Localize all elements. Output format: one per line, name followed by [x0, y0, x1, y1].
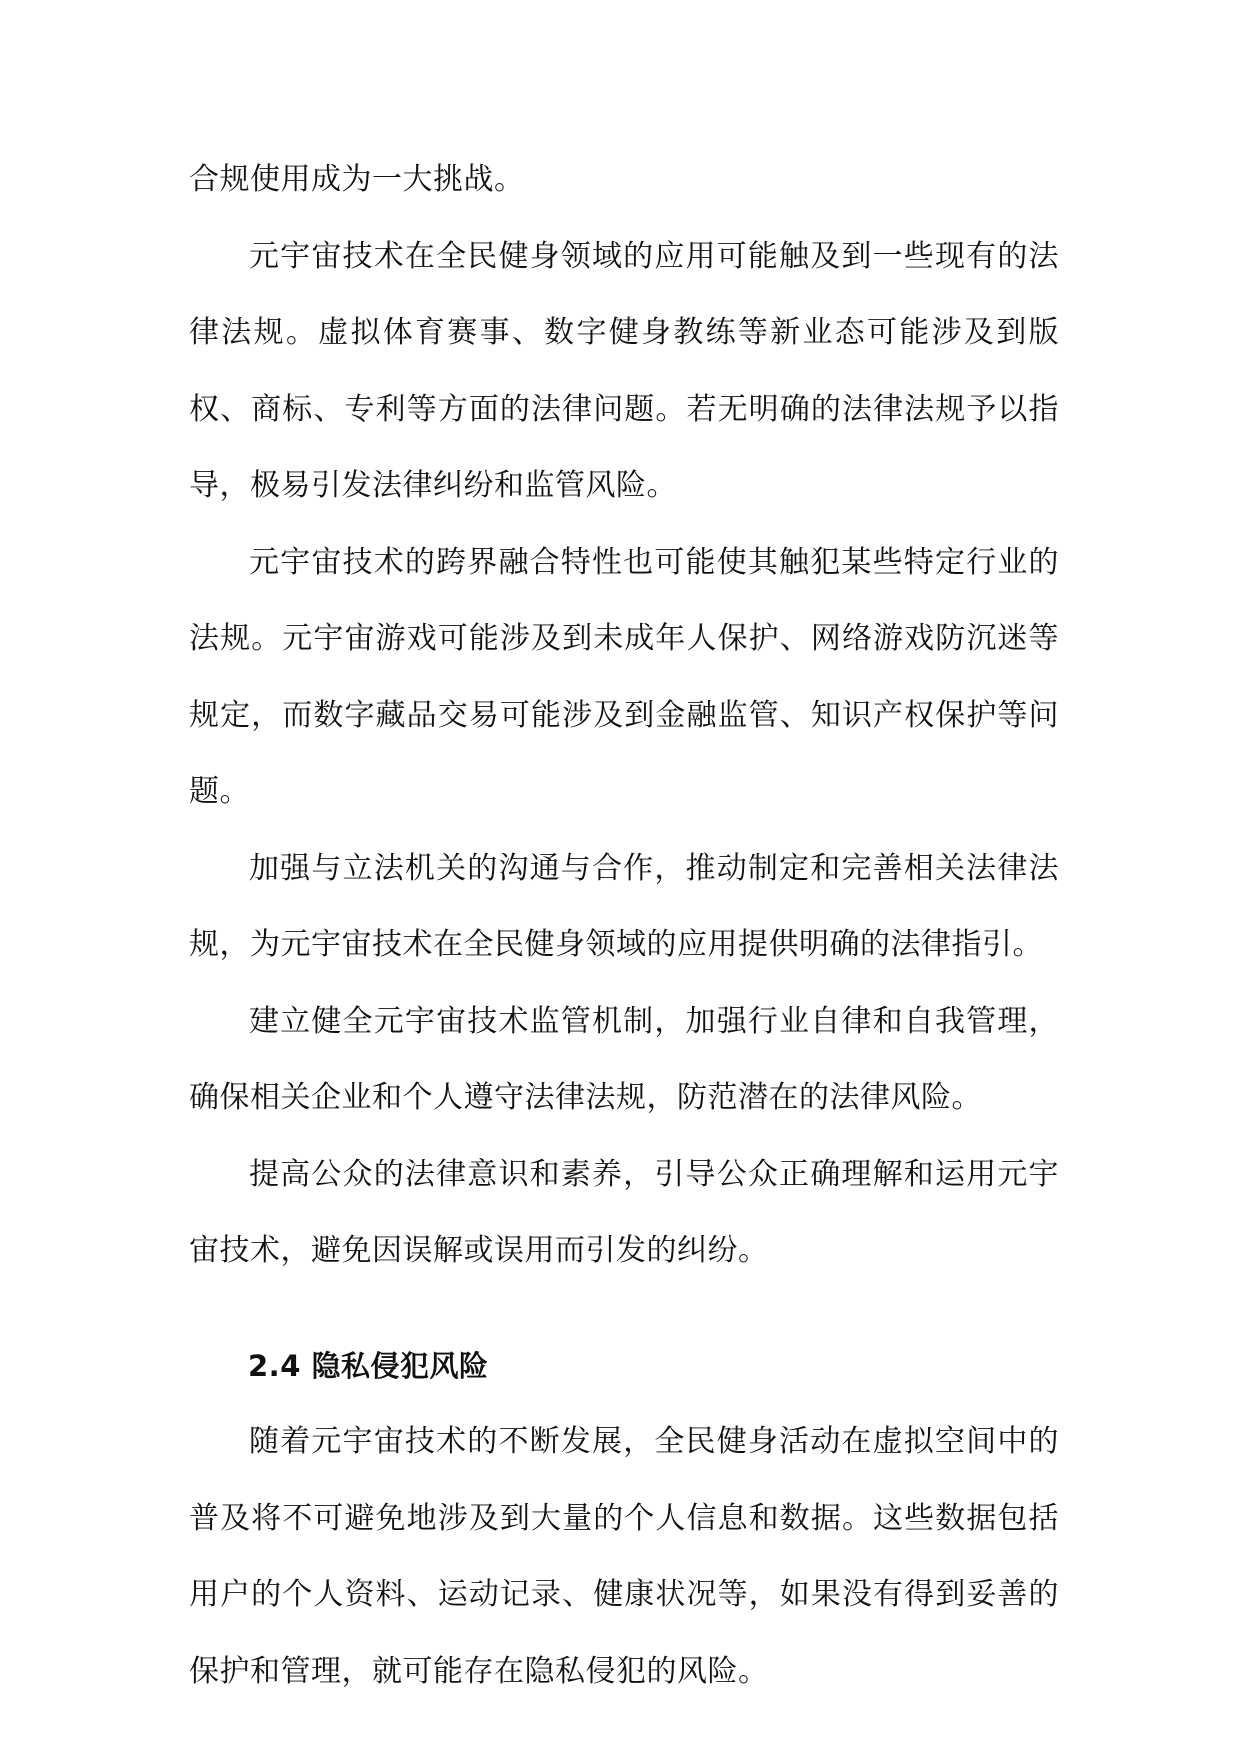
document-body — [189, 142, 1059, 1710]
paragraph-cross-industry: 元宇宙技术的跨界融合特性也可能使其触犯某些特定行业的法规。元宇宙游戏可能涉及到未成年人保护、网络游戏防沉迷等规定，而数字藏品交易可能涉及到金融监管、知识产权保护等问题。 — [189, 544, 1059, 809]
paragraph-privacy-risk: 随着元宇宙技术的不断发展，全民健身活动在虚拟空间中的普及将不可避免地涉及到大量的个人信息和数据。这些数据包括用户的个人资料、运动记录、健康状况等，如果没有得到妥善的保护和管理，就可能存在隐私侵犯的风险。 — [189, 1424, 1059, 1689]
paragraph-public-awareness: 提高公众的法律意识和素养，引导公众正确理解和运用元宇宙技术，避免因误解或误用而引发的纠纷。 — [189, 1156, 1059, 1268]
section-spacer — [189, 1290, 1059, 1328]
paragraph-supervision-mechanism: 建立健全元宇宙技术监管机制，加强行业自律和自我管理，确保相关企业和个人遵守法律法规，防范潜在的法律风险。 — [189, 1003, 1059, 1115]
paragraph-legal-regulations: 元宇宙技术在全民健身领域的应用可能触及到一些现有的法律法规。虚拟体育赛事、数字健身教练等新业态可能涉及到版权、商标、专利等方面的法律问题。若无明确的法律法规予以指导，极易引发法律纠纷和监管风险。 — [189, 238, 1059, 503]
paragraph-continuation: 合规使用成为一大挑战。 — [189, 162, 525, 197]
paragraph-legislation-cooperation: 加强与立法机关的沟通与合作，推动制定和完善相关法律法规，为元宇宙技术在全民健身领域的应用提供明确的法律指引。 — [189, 850, 1059, 962]
section-heading: 2.4 隐私侵犯风险 — [248, 1348, 489, 1383]
